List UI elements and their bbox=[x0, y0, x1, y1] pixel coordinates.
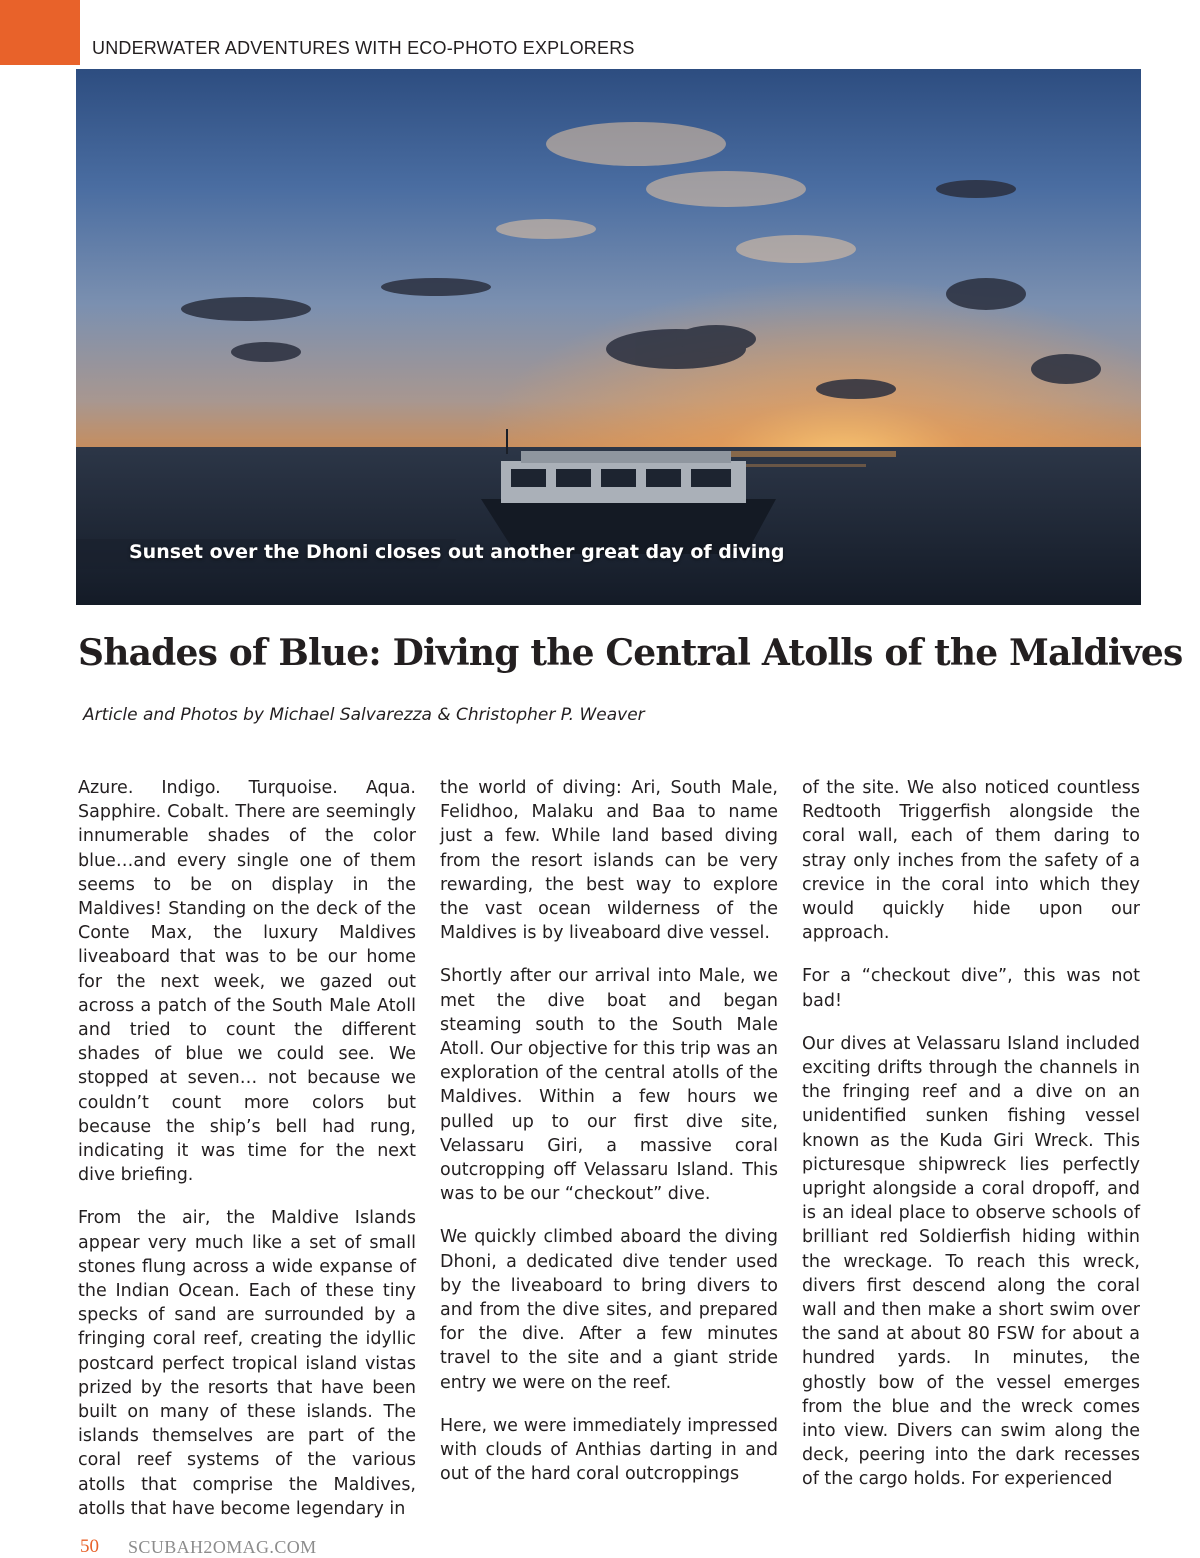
site-url: SCUBAH2OMAG.COM bbox=[128, 1537, 317, 1557]
page-number: 50 bbox=[80, 1536, 99, 1557]
paragraph: Azure. Indigo. Turquoise. Aqua. Sapphire. Cobalt. There are seemingly innumerable shades of the color blue…and every single one of them seems to be on display in the Maldives! Standing on the deck of the Conte Max, the luxury Maldives liveaboard that was to be our home for the next week, we gazed out across a patch of the South Male Atoll and tried to count the different shades of blue we could see. We stopped at seven… not because we couldn’t count more colors but because the ship’s bell had rung, indicating it was time for the next dive briefing. bbox=[78, 778, 416, 1186]
article-title: Shades of Blue: Diving the Central Atolls of the Maldives bbox=[78, 632, 1183, 674]
article-column-2 bbox=[440, 776, 778, 1488]
paragraph: Shortly after our arrival into Male, we met the dive boat and began steaming south to the South Male Atoll. Our objective for this trip was an exploration of the central atolls of the Maldives. Within a few hours we pulled up to our first dive site, Velassaru Giri, a massive coral outcropping off Velassaru Island. This was to be our “checkout” dive. bbox=[440, 966, 778, 1205]
article-column-1 bbox=[78, 776, 416, 1519]
article-byline: Article and Photos by Michael Salvarezza & Christopher P. Weaver bbox=[83, 705, 645, 725]
paragraph: Here, we were immediately impressed with clouds of Anthias darting in and out of the hard coral outcroppings bbox=[440, 1415, 778, 1485]
section-label: UNDERWATER ADVENTURES WITH ECO-PHOTO EXPLORERS bbox=[92, 38, 635, 58]
paragraph: Our dives at Velassaru Island included exciting drifts through the channels in the fringing reef and a dive on an unidentified sunken fishing vessel known as the Kuda Giri Wreck. This picturesque shipwreck lies perfectly upright alongside a coral dropoff, and is an ideal place to observe schools of brilliant red Soldierfish hiding within the wreckage. To reach this wreck, divers first descend along the coral wall and then make a short swim over the sand at about 80 FSW for about a hundred yards. In minutes, the ghostly bow of the vessel emerges from the blue and the wreck comes into view. Divers can swim along the deck, peering into the dark recesses of the cargo holds. For experienced bbox=[802, 1033, 1140, 1490]
sunset-scene-illustration bbox=[76, 69, 1141, 605]
paragraph: From the air, the Maldive Islands appear very much like a set of small stones flung across a wide expanse of the Indian Ocean. Each of these tiny specks of sand are surrounded by a fringing coral reef, creating the idyllic postcard perfect tropical island vistas prized by the resorts that have been built on many of these islands. The islands themselves are part of the coral reef systems of the various atolls that comprise the Maldives, atolls that have become legendary in bbox=[78, 1208, 416, 1519]
orange-corner-tab bbox=[0, 0, 80, 65]
paragraph: We quickly climbed aboard the diving Dhoni, a dedicated dive tender used by the liveaboard to bring divers to and from the dive sites, and prepared for the dive. After a few minutes travel to the site and a giant stride entry we were on the reef. bbox=[440, 1227, 778, 1393]
article-column-3 bbox=[802, 776, 1140, 1488]
photo-caption: Sunset over the Dhoni closes out another great day of diving bbox=[129, 541, 785, 563]
paragraph: the world of diving: Ari, South Male, Felidhoo, Malaku and Baa to name just a few. While land based diving from the resort islands can be very rewarding, the best way to explore the vast ocean wilderness of the Maldives is by liveaboard dive vessel. bbox=[440, 778, 778, 944]
paragraph: For a “checkout dive”, this was not bad! bbox=[802, 966, 1140, 1011]
sunset-dhoni-photo bbox=[76, 69, 1141, 605]
paragraph: of the site. We also noticed countless Redtooth Triggerfish alongside the coral wall, each of them daring to stray only inches from the safety of a crevice in the coral into which they would quickly hide upon our approach. bbox=[802, 778, 1140, 944]
